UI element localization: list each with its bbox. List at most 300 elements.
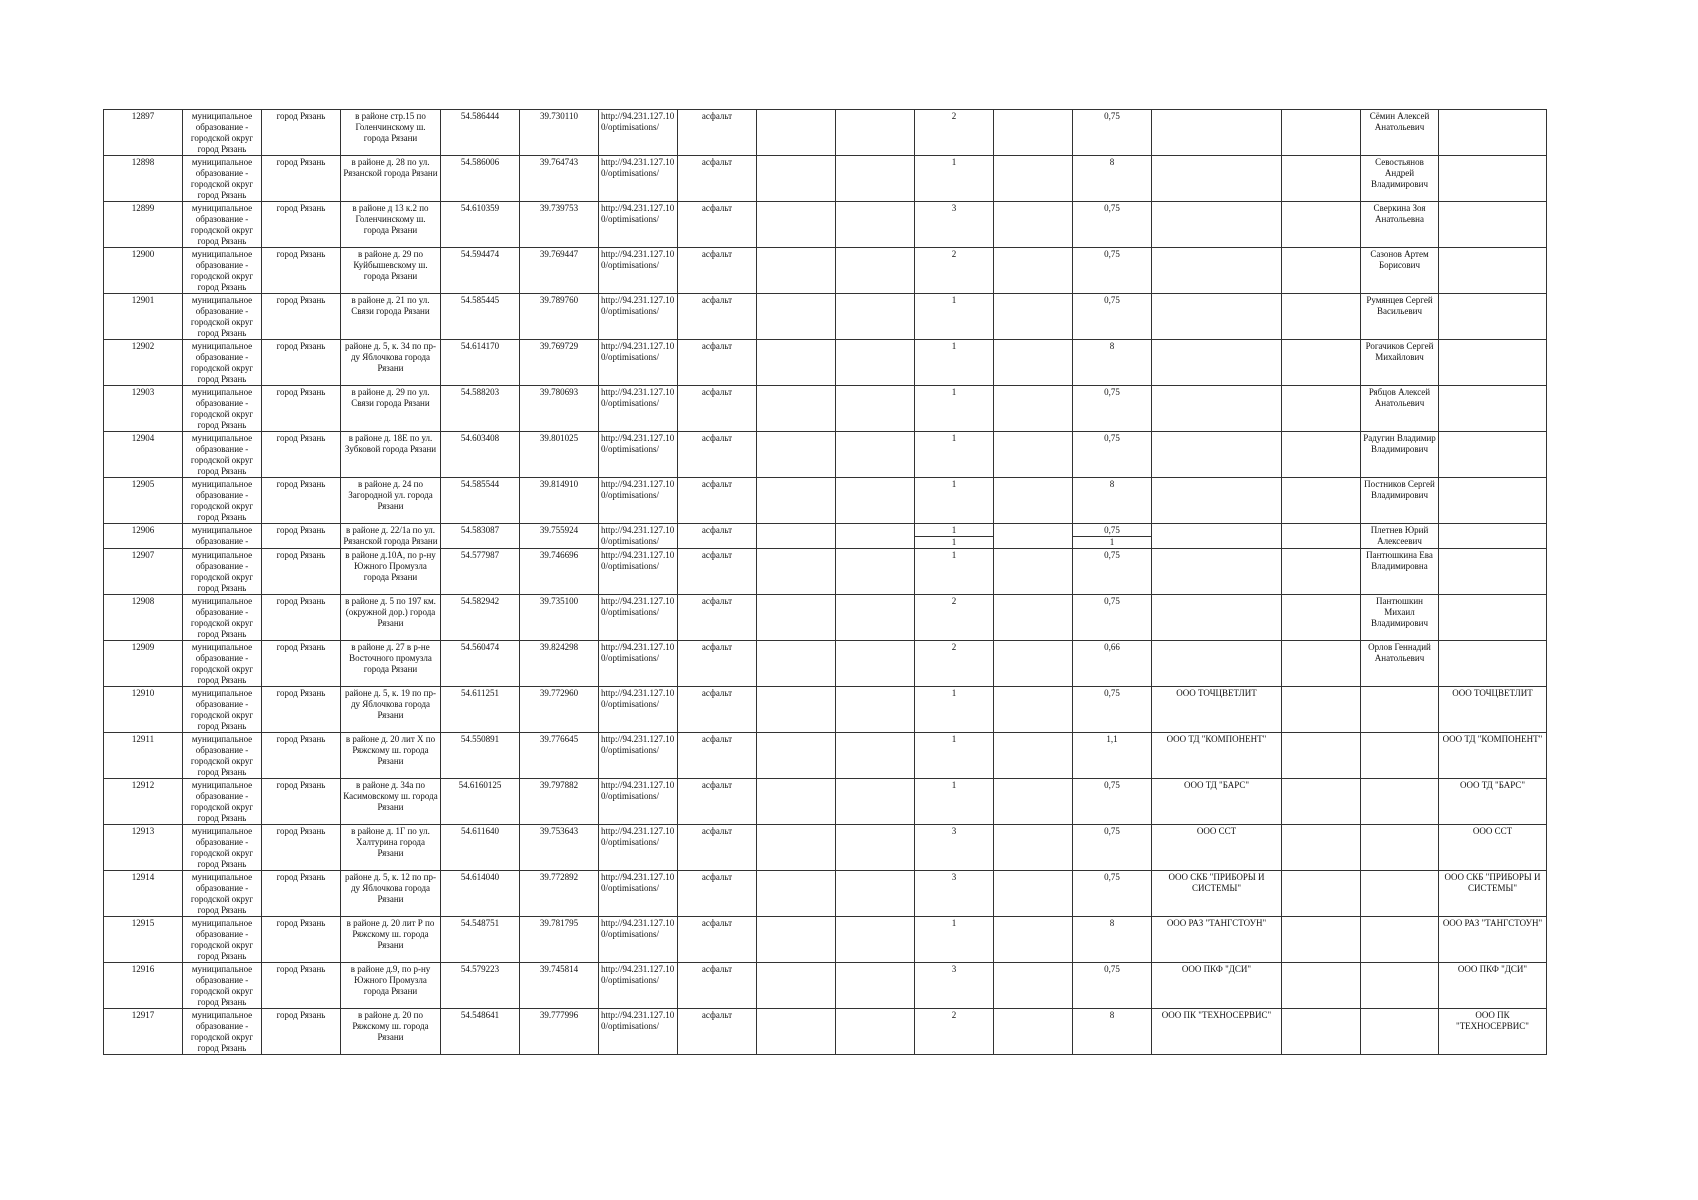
map-link[interactable]: http://94.231.127.10 0/optimisations/ <box>601 734 675 755</box>
organization-cell <box>1152 524 1282 549</box>
organization: ООО ТОЧЦВЕТЛИТ <box>1176 688 1257 698</box>
surface-type-cell <box>678 549 757 595</box>
map-link-cell <box>599 1009 678 1055</box>
city-cell <box>262 110 341 156</box>
container-count-cell <box>915 524 994 549</box>
row-number-cell <box>104 524 183 549</box>
longitude: 39.730110 <box>540 111 578 121</box>
map-link-cell <box>599 641 678 687</box>
container-count-cell <box>915 595 994 641</box>
address-cell <box>341 549 441 595</box>
row-number-cell <box>104 294 183 340</box>
map-link[interactable]: http://94.231.127.10 0/optimisations/ <box>601 341 675 362</box>
empty-col-cell <box>1282 1009 1361 1055</box>
municipality-cell <box>183 641 262 687</box>
map-link[interactable]: http://94.231.127.10 0/optimisations/ <box>601 596 675 617</box>
empty-col-cell <box>994 202 1073 248</box>
container-count-cell <box>915 432 994 478</box>
organization: ООО ПК "ТЕХНОСЕРВИС" <box>1161 1010 1272 1020</box>
address: в районе д. 29 по Куйбышевскому ш. города Рязани <box>353 249 428 281</box>
longitude-cell <box>520 825 599 871</box>
empty-col-cell <box>1282 871 1361 917</box>
organization-cell <box>1152 963 1282 1009</box>
address-cell <box>341 1009 441 1055</box>
municipality-cell <box>183 733 262 779</box>
map-link-cell <box>599 156 678 202</box>
container-volume-cell <box>1073 432 1152 478</box>
owner-cell <box>1439 779 1547 825</box>
container-count: 3 <box>951 826 957 836</box>
empty-col-cell <box>757 524 836 549</box>
surface-type: асфальт <box>701 203 733 213</box>
empty-col-cell <box>836 110 915 156</box>
surface-type-cell <box>678 478 757 524</box>
container-volume: 8 <box>1109 341 1115 351</box>
municipality-cell <box>183 248 262 294</box>
municipality-cell <box>183 386 262 432</box>
map-link[interactable]: http://94.231.127.10 0/optimisations/ <box>601 780 675 801</box>
organization: ООО СКБ "ПРИБОРЫ И СИСТЕМЫ" <box>1168 872 1265 893</box>
organization: ООО РАЗ "ТАНГСТОУН" <box>1166 918 1267 928</box>
map-link[interactable]: http://94.231.127.10 0/optimisations/ <box>601 387 675 408</box>
table-row <box>104 524 1547 549</box>
map-link[interactable]: http://94.231.127.10 0/optimisations/ <box>601 157 675 178</box>
responsible-person-cell <box>1361 202 1439 248</box>
empty-col-cell <box>994 156 1073 202</box>
empty-col-cell <box>994 432 1073 478</box>
table-row <box>104 432 1547 478</box>
city-cell <box>262 432 341 478</box>
latitude-cell <box>441 917 520 963</box>
surface-type-cell <box>678 156 757 202</box>
empty-col-cell <box>1282 963 1361 1009</box>
empty-col-cell <box>1282 248 1361 294</box>
longitude: 39.745814 <box>539 964 579 974</box>
address-cell <box>341 733 441 779</box>
empty-col-cell <box>1282 478 1361 524</box>
municipality: муниципальное образование - городской округ город Рязань <box>190 111 254 154</box>
city-cell <box>262 825 341 871</box>
responsible-person-cell <box>1361 432 1439 478</box>
empty-col-cell <box>836 202 915 248</box>
surface-type: асфальт <box>701 433 733 443</box>
address: в районе д 13 к.2 по Голенчинскому ш. города Рязани <box>352 203 429 235</box>
longitude-cell <box>520 641 599 687</box>
longitude-cell <box>520 478 599 524</box>
row-number: 12906 <box>131 525 155 535</box>
responsible-person-cell <box>1361 825 1439 871</box>
row-number: 12905 <box>131 479 155 489</box>
empty-col-cell <box>1282 156 1361 202</box>
map-link[interactable]: http://94.231.127.10 0/optimisations/ <box>601 203 675 224</box>
container-count-cell <box>915 478 994 524</box>
map-link[interactable]: http://94.231.127.10 0/optimisations/ <box>601 826 675 847</box>
municipality-cell <box>183 478 262 524</box>
container-volume-cell <box>1073 524 1152 549</box>
municipality: муниципальное образование - городской округ город Рязань <box>190 642 254 685</box>
map-link-cell <box>599 963 678 1009</box>
container-count: 1 <box>951 918 957 928</box>
container-count: 1 <box>951 688 957 698</box>
responsible-person-cell <box>1361 478 1439 524</box>
latitude: 54.548751 <box>460 918 500 928</box>
map-link-cell <box>599 248 678 294</box>
container-count-cell <box>915 733 994 779</box>
empty-col-cell <box>836 432 915 478</box>
container-count-cell <box>915 1009 994 1055</box>
table-row <box>104 110 1547 156</box>
table-row <box>104 917 1547 963</box>
municipality: муниципальное образование - городской округ город Рязань <box>190 203 254 246</box>
row-number: 12917 <box>131 1010 155 1020</box>
map-link-cell <box>599 825 678 871</box>
map-link[interactable]: http://94.231.127.10 0/optimisations/ <box>601 295 675 316</box>
latitude: 54.611640 <box>461 826 499 836</box>
container-volume: 0,75 <box>1104 550 1120 560</box>
map-link-cell <box>599 733 678 779</box>
container-volume-cell <box>1073 110 1152 156</box>
map-link[interactable]: http://94.231.127.10 0/optimisations/ <box>601 249 675 270</box>
longitude: 39.777996 <box>539 1010 579 1020</box>
responsible-person: Плетнев Юрий Алексеевич <box>1370 525 1429 546</box>
longitude: 39.746696 <box>539 550 579 560</box>
map-link-cell <box>599 524 678 549</box>
row-number-cell <box>104 1009 183 1055</box>
empty-col-cell <box>994 340 1073 386</box>
organization: ООО ПКФ "ДСИ" <box>1181 964 1252 974</box>
responsible-person-cell <box>1361 340 1439 386</box>
latitude-cell <box>441 294 520 340</box>
latitude-cell <box>441 386 520 432</box>
municipality-cell <box>183 687 262 733</box>
container-volume: 8 <box>1109 918 1115 928</box>
empty-col-cell <box>757 478 836 524</box>
container-volume-cell <box>1073 917 1152 963</box>
row-number-cell <box>104 917 183 963</box>
city-cell <box>262 779 341 825</box>
responsible-person-cell <box>1361 779 1439 825</box>
empty-col-cell <box>1282 110 1361 156</box>
empty-col-cell <box>994 248 1073 294</box>
owner: ООО ПКФ "ДСИ" <box>1457 964 1528 974</box>
map-link[interactable]: http://94.231.127.10 0/optimisations/ <box>601 642 675 663</box>
latitude: 54.560474 <box>460 642 500 652</box>
row-number: 12913 <box>131 826 155 836</box>
latitude: 54.611251 <box>461 688 499 698</box>
map-link[interactable]: http://94.231.127.10 0/optimisations/ <box>601 918 675 939</box>
responsible-person-cell <box>1361 110 1439 156</box>
empty-col-cell <box>836 156 915 202</box>
organization-cell <box>1152 687 1282 733</box>
address-cell <box>341 963 441 1009</box>
empty-col-cell <box>836 524 915 549</box>
owner-cell <box>1439 340 1547 386</box>
table-row <box>104 1009 1547 1055</box>
address-cell <box>341 340 441 386</box>
row-number-cell <box>104 156 183 202</box>
container-volume-cell <box>1073 248 1152 294</box>
empty-col-cell <box>757 110 836 156</box>
municipality: муниципальное образование - городской округ город Рязань <box>190 249 254 292</box>
surface-type: асфальт <box>701 387 733 397</box>
latitude: 54.614040 <box>460 872 500 882</box>
latitude-cell <box>441 825 520 871</box>
map-link[interactable]: http://94.231.127.10 0/optimisations/ <box>601 1010 675 1031</box>
municipality: муниципальное образование - городской округ город Рязань <box>190 688 254 731</box>
latitude-cell <box>441 478 520 524</box>
organization-cell <box>1152 202 1282 248</box>
surface-type-cell <box>678 524 757 549</box>
table-row <box>104 871 1547 917</box>
surface-type-cell <box>678 294 757 340</box>
longitude: 39.772892 <box>539 872 579 882</box>
empty-col-cell <box>1282 779 1361 825</box>
city-cell <box>262 595 341 641</box>
surface-type-cell <box>678 963 757 1009</box>
empty-col-cell <box>994 1009 1073 1055</box>
city: город Рязань <box>276 1010 326 1020</box>
surface-type-cell <box>678 386 757 432</box>
longitude: 39.739753 <box>539 203 579 213</box>
surface-type: асфальт <box>701 918 733 928</box>
empty-col-cell <box>994 687 1073 733</box>
surface-type-cell <box>678 917 757 963</box>
latitude-cell <box>441 687 520 733</box>
empty-col-cell <box>836 1009 915 1055</box>
map-link[interactable]: http://94.231.127.10 0/optimisations/ <box>601 872 675 893</box>
latitude-cell <box>441 549 520 595</box>
empty-col-cell <box>1282 733 1361 779</box>
owner-cell <box>1439 248 1547 294</box>
municipality-cell <box>183 110 262 156</box>
city-cell <box>262 248 341 294</box>
city: город Рязань <box>276 249 326 259</box>
container-count-cell <box>915 294 994 340</box>
responsible-person-cell <box>1361 595 1439 641</box>
map-link[interactable]: http://94.231.127.10 0/optimisations/ <box>601 433 675 454</box>
organization-cell <box>1152 595 1282 641</box>
container-volume-cell <box>1073 779 1152 825</box>
longitude-cell <box>520 202 599 248</box>
map-link-cell <box>599 386 678 432</box>
longitude: 39.780693 <box>539 387 579 397</box>
responsible-person-cell <box>1361 733 1439 779</box>
empty-col-cell <box>994 825 1073 871</box>
city: город Рязань <box>276 826 326 836</box>
city: город Рязань <box>276 688 326 698</box>
municipality: муниципальное образование - городской округ город Рязань <box>190 479 254 522</box>
map-link-cell <box>599 549 678 595</box>
responsible-person-cell <box>1361 248 1439 294</box>
surface-type: асфальт <box>701 111 733 121</box>
longitude-cell <box>520 248 599 294</box>
latitude: 54.6160125 <box>458 780 502 790</box>
responsible-person: Постников Сергей Владимирович <box>1364 479 1435 500</box>
map-link[interactable]: http://94.231.127.10 0/optimisations/ <box>601 964 675 985</box>
empty-col-cell <box>994 733 1073 779</box>
organization-cell <box>1152 110 1282 156</box>
container-count-cell <box>915 248 994 294</box>
empty-col-cell <box>1282 917 1361 963</box>
container-volume: 0,75 <box>1104 249 1120 259</box>
surface-type-cell <box>678 110 757 156</box>
latitude-cell <box>441 248 520 294</box>
empty-col-cell <box>836 248 915 294</box>
table-row <box>104 386 1547 432</box>
municipality-cell <box>183 825 262 871</box>
municipality: муниципальное образование - <box>191 525 253 546</box>
city: город Рязань <box>276 872 326 882</box>
city: город Рязань <box>276 525 326 535</box>
empty-col-cell <box>994 963 1073 1009</box>
surface-type-cell <box>678 733 757 779</box>
longitude-cell <box>520 156 599 202</box>
address-cell <box>341 825 441 871</box>
row-number-cell <box>104 733 183 779</box>
latitude: 54.550891 <box>460 734 500 744</box>
empty-col-cell <box>757 156 836 202</box>
organization-cell <box>1152 340 1282 386</box>
container-count: 1 <box>951 550 957 560</box>
city-cell <box>262 549 341 595</box>
empty-col-cell <box>1282 524 1361 549</box>
latitude: 54.585544 <box>460 479 500 489</box>
surface-type: асфальт <box>701 826 733 836</box>
longitude-cell <box>520 595 599 641</box>
responsible-person-cell <box>1361 294 1439 340</box>
table-row <box>104 478 1547 524</box>
empty-col-cell <box>994 386 1073 432</box>
municipality: муниципальное образование - городской округ город Рязань <box>190 964 254 1007</box>
address: в районе д. 5 по 197 км. (окружной дор.) города Рязани <box>345 596 436 628</box>
municipality-cell <box>183 524 262 549</box>
row-number-cell <box>104 340 183 386</box>
data-table <box>103 109 1547 1055</box>
empty-col-cell <box>1282 294 1361 340</box>
container-count-cell <box>915 340 994 386</box>
row-number: 12916 <box>131 964 155 974</box>
surface-type-cell <box>678 202 757 248</box>
container-count-extra: 1 <box>915 536 993 548</box>
container-volume: 0,75 <box>1104 203 1120 213</box>
container-volume: 0,75 <box>1104 111 1120 121</box>
map-link[interactable]: http://94.231.127.10 0/optimisations/ <box>601 111 675 132</box>
row-number: 12902 <box>131 341 155 351</box>
latitude-cell <box>441 595 520 641</box>
owner: ООО ТД "КОМПОНЕНТ" <box>1442 734 1543 744</box>
container-count: 1 <box>951 341 957 351</box>
container-volume: 0,75 <box>1104 964 1120 974</box>
empty-col-cell <box>994 595 1073 641</box>
owner-cell <box>1439 825 1547 871</box>
empty-col-cell <box>1282 340 1361 386</box>
container-volume: 8 <box>1109 157 1115 167</box>
row-number-cell <box>104 478 183 524</box>
empty-col-cell <box>757 432 836 478</box>
surface-type: асфальт <box>701 525 733 535</box>
surface-type-cell <box>678 871 757 917</box>
address: районе д. 5, к. 19 по пр-ду Яблочкова города Рязани <box>345 688 436 720</box>
map-link[interactable]: http://94.231.127.10 0/optimisations/ <box>601 688 675 709</box>
address-cell <box>341 871 441 917</box>
owner-cell <box>1439 386 1547 432</box>
container-volume-cell <box>1073 478 1152 524</box>
organization-cell <box>1152 432 1282 478</box>
empty-col-cell <box>836 641 915 687</box>
municipality-cell <box>183 549 262 595</box>
city: город Рязань <box>276 780 326 790</box>
container-volume-extra: 1 <box>1073 536 1151 548</box>
organization-cell <box>1152 549 1282 595</box>
empty-col-cell <box>994 294 1073 340</box>
latitude: 54.579223 <box>460 964 500 974</box>
responsible-person-cell <box>1361 386 1439 432</box>
address: в районе д. 22/1а по ул. Рязанской города Рязани <box>343 525 438 546</box>
surface-type: асфальт <box>701 780 733 790</box>
container-volume-cell <box>1073 549 1152 595</box>
container-volume-cell <box>1073 963 1152 1009</box>
container-count-cell <box>915 549 994 595</box>
responsible-person-cell <box>1361 549 1439 595</box>
address: в районе д. 20 по Ряжскому ш. города Рязани <box>352 1010 429 1042</box>
city: город Рязань <box>276 387 326 397</box>
longitude-cell <box>520 340 599 386</box>
empty-col-cell <box>757 825 836 871</box>
container-count-cell <box>915 963 994 1009</box>
row-number: 12898 <box>131 157 155 167</box>
empty-col-cell <box>757 294 836 340</box>
table-row <box>104 641 1547 687</box>
responsible-person-cell <box>1361 641 1439 687</box>
longitude: 39.769729 <box>539 341 579 351</box>
container-volume-cell <box>1073 687 1152 733</box>
container-count-cell <box>915 156 994 202</box>
longitude: 39.797882 <box>539 780 579 790</box>
empty-col-cell <box>757 871 836 917</box>
longitude: 39.769447 <box>539 249 579 259</box>
address: районе д. 5, к. 12 по пр-ду Яблочкова города Рязани <box>345 872 436 904</box>
empty-col-cell <box>757 641 836 687</box>
organization-cell <box>1152 825 1282 871</box>
container-count: 1 <box>951 525 957 535</box>
empty-col-cell <box>757 917 836 963</box>
empty-col-cell <box>994 524 1073 549</box>
map-link-cell <box>599 294 678 340</box>
latitude: 54.583087 <box>460 525 500 535</box>
owner-cell <box>1439 687 1547 733</box>
longitude: 39.781795 <box>539 918 579 928</box>
empty-col-cell <box>757 248 836 294</box>
container-count-cell <box>915 917 994 963</box>
municipality-cell <box>183 595 262 641</box>
row-number-cell <box>104 432 183 478</box>
map-link[interactable]: http://94.231.127.10 0/optimisations/ <box>601 479 675 500</box>
container-count-cell <box>915 871 994 917</box>
longitude-cell <box>520 687 599 733</box>
empty-col-cell <box>994 110 1073 156</box>
responsible-person: Пантюшкина Ева Владимировна <box>1366 550 1433 571</box>
municipality: муниципальное образование - городской округ город Рязань <box>190 734 254 777</box>
longitude: 39.764743 <box>539 157 579 167</box>
map-link[interactable]: http://94.231.127.10 0/optimisations/ <box>601 525 675 546</box>
row-number-cell <box>104 871 183 917</box>
city-cell <box>262 871 341 917</box>
container-volume: 8 <box>1109 1010 1115 1020</box>
row-number-cell <box>104 202 183 248</box>
address: районе д. 5, к. 34 по пр-ду Яблочкова города Рязани <box>345 341 436 373</box>
container-count-cell <box>915 779 994 825</box>
map-link[interactable]: http://94.231.127.10 0/optimisations/ <box>601 550 675 571</box>
